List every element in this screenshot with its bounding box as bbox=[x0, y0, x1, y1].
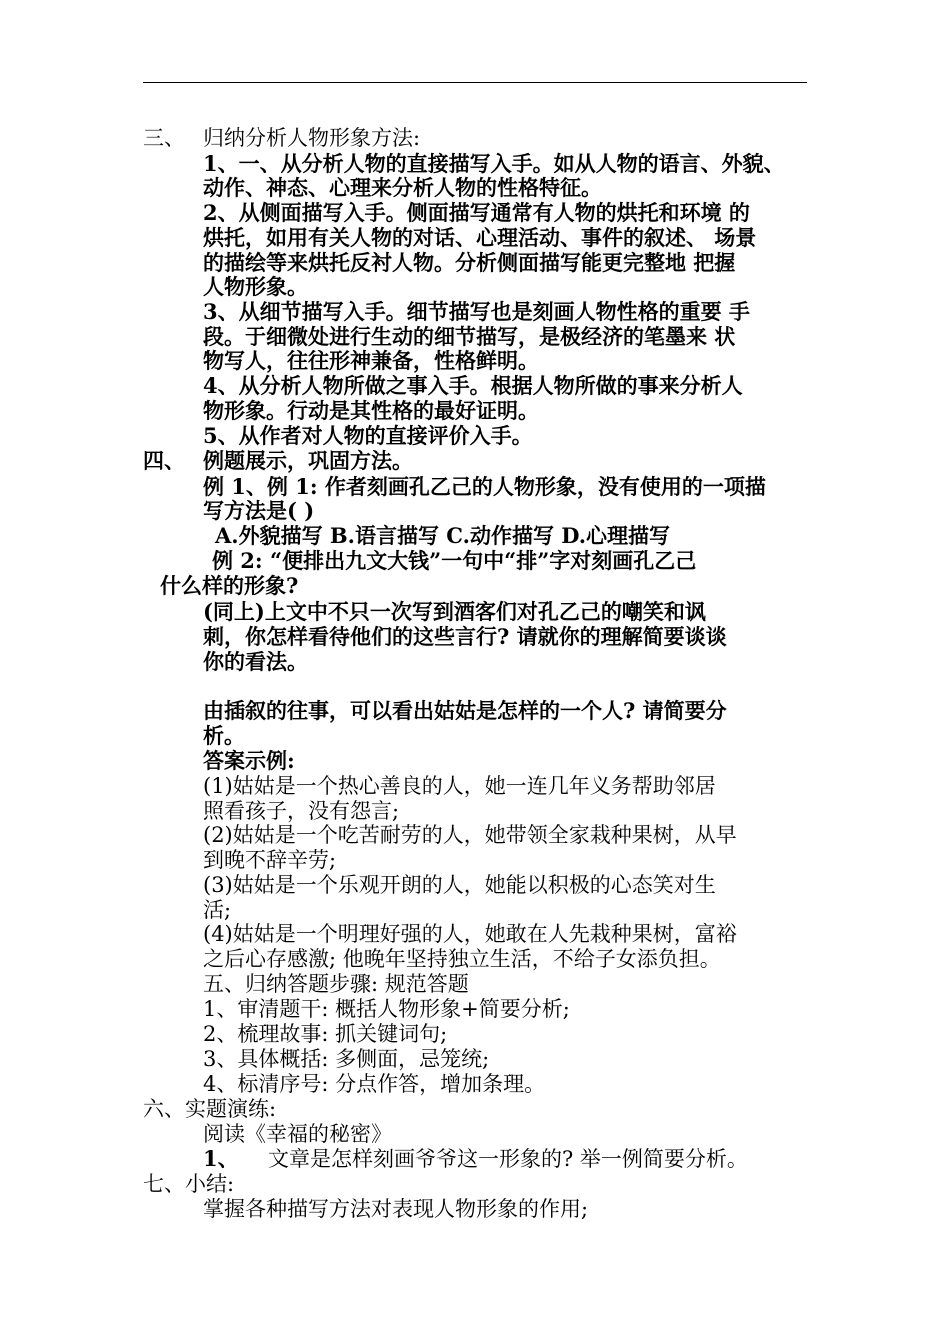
section3-number: 三、 bbox=[143, 126, 185, 150]
section3-line: 的描绘等来烘托反衬人物。分析侧面描写能更完整地 把握 bbox=[203, 250, 736, 275]
section7-heading: 七、小结: bbox=[143, 1172, 235, 1196]
example3-line: 刺，你怎样看待他们的这些言行? 请就你的理解简要谈谈 bbox=[203, 624, 727, 649]
example1-options: A.外貌描写 B.语言描写 C.动作描写 D.心理描写 bbox=[215, 523, 671, 548]
answer-line: 活; bbox=[203, 898, 232, 922]
answer-line: (2)姑姑是一个吃苦耐劳的人，她带领全家栽种果树，从早 bbox=[203, 823, 737, 847]
section3-line: 2、从侧面描写入手。侧面描写通常有人物的烘托和环境 的 bbox=[203, 200, 750, 225]
answer-line: (3)姑姑是一个乐观开朗的人，她能以积极的心态笑对生 bbox=[203, 873, 716, 897]
example2-line: 例 2: “便排出九文大钱”一句中“排”字对刻画孔乙己 bbox=[212, 548, 697, 573]
example3-line: 你的看法。 bbox=[203, 649, 308, 674]
section3-line: 烘托，如用有关人物的对话、心理活动、事件的叙述、 场景 bbox=[203, 225, 757, 250]
section3-line: 3、从细节描写入手。细节描写也是刻画人物性格的重要 手 bbox=[203, 299, 750, 324]
header-rule bbox=[143, 82, 807, 83]
answer-heading: 答案示例: bbox=[203, 748, 295, 773]
step-line: 1、审清题干: 概括人物形象+简要分析; bbox=[203, 997, 570, 1021]
answer-line: 到晚不辞辛劳; bbox=[203, 848, 337, 872]
summary-text: 掌握各种描写方法对表现人物形象的作用; bbox=[203, 1197, 589, 1221]
answer-line: 之后心存感激; 他晚年坚持独立生活，不给子女添负担。 bbox=[203, 947, 721, 971]
section3-heading: 归纳分析人物形象方法: bbox=[203, 126, 421, 150]
example1-line: 写方法是( ) bbox=[203, 498, 315, 523]
section3-line: 4、从分析人物所做之事入手。根据人物所做的事来分析人 bbox=[203, 373, 743, 398]
answer-line: (1)姑姑是一个热心善良的人，她一连几年义务帮助邻居 bbox=[203, 774, 716, 798]
answer-line: (4)姑姑是一个明理好强的人，她敢在人先栽种果树，富裕 bbox=[203, 922, 737, 946]
section5-heading: 五、归纳答题步骤: 规范答题 bbox=[203, 972, 469, 996]
section4-number: 四、 bbox=[143, 448, 185, 473]
section3-line: 1、一、从分析人物的直接描写入手。如从人物的语言、外貌、 bbox=[203, 151, 785, 176]
example3-line: (同上)上文中不只一次写到酒客们对孔乙己的嘲笑和讽 bbox=[203, 599, 706, 624]
step-line: 2、梳理故事: 抓关键词句; bbox=[203, 1022, 448, 1046]
practice-item-number: 1、 bbox=[203, 1146, 239, 1171]
section3-line: 5、从作者对人物的直接评价入手。 bbox=[203, 423, 533, 448]
question-line: 析。 bbox=[203, 723, 245, 748]
example1-line: 例 1、例 1: 作者刻画孔乙己的人物形象，没有使用的一项描 bbox=[203, 474, 766, 499]
section3-line: 动作、神态、心理来分析人物的性格特征。 bbox=[203, 175, 602, 200]
practice-item-text: 文章是怎样刻画爷爷这一形象的? 举一例简要分析。 bbox=[268, 1147, 748, 1171]
section3-line: 物形象。行动是其性格的最好证明。 bbox=[203, 398, 539, 423]
section3-line: 人物形象。 bbox=[203, 274, 308, 299]
section6-heading: 六、实题演练: bbox=[143, 1097, 277, 1121]
section3-line: 物写人，往往形神兼备，性格鲜明。 bbox=[203, 348, 539, 373]
reading-title: 阅读《幸福的秘密》 bbox=[203, 1122, 392, 1146]
question-line: 由插叙的往事，可以看出姑姑是怎样的一个人? 请简要分 bbox=[203, 698, 727, 723]
example2-line: 什么样的形象? bbox=[160, 573, 299, 598]
section4-heading: 例题展示，巩固方法。 bbox=[203, 448, 413, 473]
section3-line: 段。于细微处进行生动的细节描写，是极经济的笔墨来 状 bbox=[203, 324, 736, 349]
step-line: 4、标清序号: 分点作答，增加条理。 bbox=[203, 1072, 546, 1096]
step-line: 3、具体概括: 多侧面，忌笼统; bbox=[203, 1047, 490, 1071]
answer-line: 照看孩子，没有怨言; bbox=[203, 799, 400, 823]
